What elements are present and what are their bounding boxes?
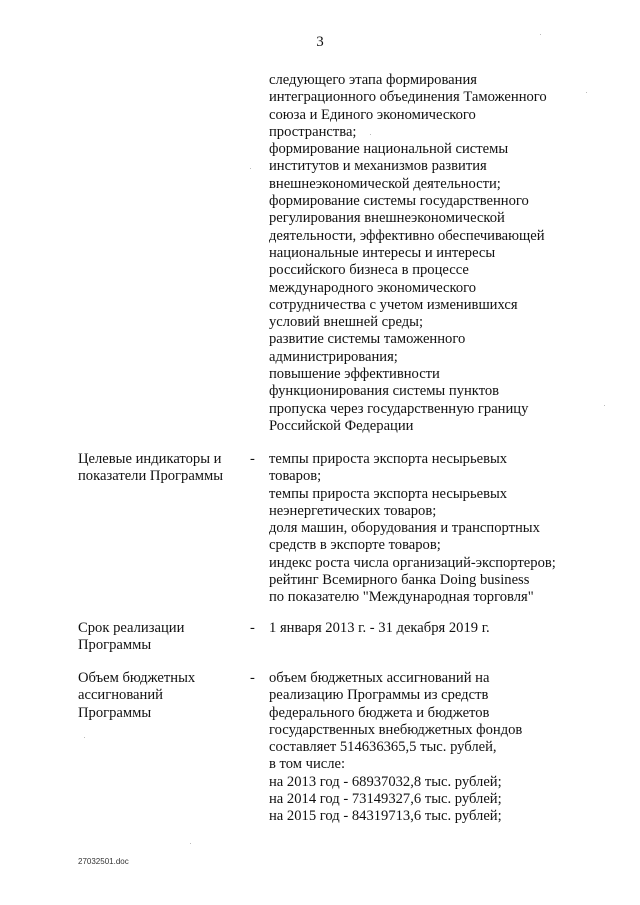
text-line: темпы прироста экспорта несырьевых <box>269 485 508 502</box>
scan-speck <box>540 34 541 35</box>
text-line: администрирования; <box>269 348 398 365</box>
document-footer: 27032501.doc <box>78 857 129 866</box>
term-value <box>269 620 609 637</box>
text-line: функционирования системы пунктов <box>269 383 500 400</box>
text-line: развитие системы таможенного <box>269 331 466 348</box>
text-line: на 2014 год - 73149327,6 тыс. рублей; <box>269 791 502 808</box>
text-line: регулирования внешнеэкономической <box>269 210 505 227</box>
text-line: доля машин, оборудования и транспортных <box>269 520 540 537</box>
text-line: национальные интересы и интересы <box>269 244 496 261</box>
text-line: повышение эффективности <box>269 366 440 383</box>
term-label <box>78 620 248 655</box>
scan-speck <box>586 92 587 93</box>
text-line: международного экономического <box>269 279 477 296</box>
text-line: государственных внебюджетных фондов <box>269 721 523 738</box>
text-line: индекс роста числа организаций-экспортеров; <box>269 554 556 571</box>
label-line: Объем бюджетных <box>78 670 196 686</box>
label-line: показатели Программы <box>78 468 224 485</box>
scan-speck <box>84 737 85 738</box>
text-line: на 2015 год - 84319713,6 тыс. рублей; <box>269 808 502 825</box>
text-line: 1 января 2013 г. - 31 декабря 2019 г. <box>269 620 490 636</box>
text-line: внешнеэкономической деятельности; <box>269 175 501 192</box>
label-line: Целевые индикаторы и <box>78 451 222 467</box>
text-line: Российской Федерации <box>269 417 414 434</box>
budget-label <box>78 670 248 722</box>
text-line: товаров; <box>269 468 322 485</box>
label-line: Программы <box>78 637 152 654</box>
page-number: 3 <box>316 34 324 50</box>
text-line: по показателю "Международная торговля" <box>269 589 534 606</box>
continuation-text <box>269 72 599 435</box>
text-line: союза и Единого экономического <box>269 106 476 123</box>
scan-speck <box>370 134 371 135</box>
text-line: федерального бюджета и бюджетов <box>269 704 490 721</box>
label-line: Программы <box>78 704 152 721</box>
budget-value <box>269 670 609 826</box>
text-line: формирование системы государственного <box>269 193 529 210</box>
text-line: темпы прироста экспорта несырьевых <box>269 451 508 467</box>
text-line: формирование национальной системы <box>269 141 509 158</box>
scan-speck <box>190 843 191 844</box>
text-line: институтов и механизмов развития <box>269 158 487 175</box>
text-line: интеграционного объединения Таможенного <box>269 89 547 106</box>
dash-separator: - <box>250 451 255 467</box>
label-line: ассигнований <box>78 687 163 704</box>
text-line: пропуска через государственную границу <box>269 400 529 417</box>
label-line: Срок реализации <box>78 620 185 636</box>
scan-speck <box>250 168 251 169</box>
text-line: на 2013 год - 68937032,8 тыс. рублей; <box>269 773 502 790</box>
scan-speck <box>604 405 605 406</box>
text-line: в том числе: <box>269 756 346 773</box>
text-line: реализацию Программы из средств <box>269 687 489 704</box>
dash-separator: - <box>250 620 255 636</box>
text-line: сотрудничества с учетом изменившихся <box>269 296 518 313</box>
text-line: объем бюджетных ассигнований на <box>269 670 490 686</box>
text-line: средств в экспорте товаров; <box>269 537 441 554</box>
indicators-value <box>269 451 609 607</box>
text-line: российского бизнеса в процессе <box>269 262 469 279</box>
text-line: условий внешней среды; <box>269 314 424 331</box>
dash-separator: - <box>250 670 255 686</box>
text-line: неэнергетических товаров; <box>269 502 437 519</box>
text-line: составляет 514636365,5 тыс. рублей, <box>269 739 497 756</box>
text-line: пространства; <box>269 123 357 140</box>
indicators-label <box>78 451 248 486</box>
text-line: следующего этапа формирования <box>269 72 477 88</box>
text-line: деятельности, эффективно обеспечивающей <box>269 227 545 244</box>
text-line: рейтинг Всемирного банка Doing business <box>269 572 530 589</box>
